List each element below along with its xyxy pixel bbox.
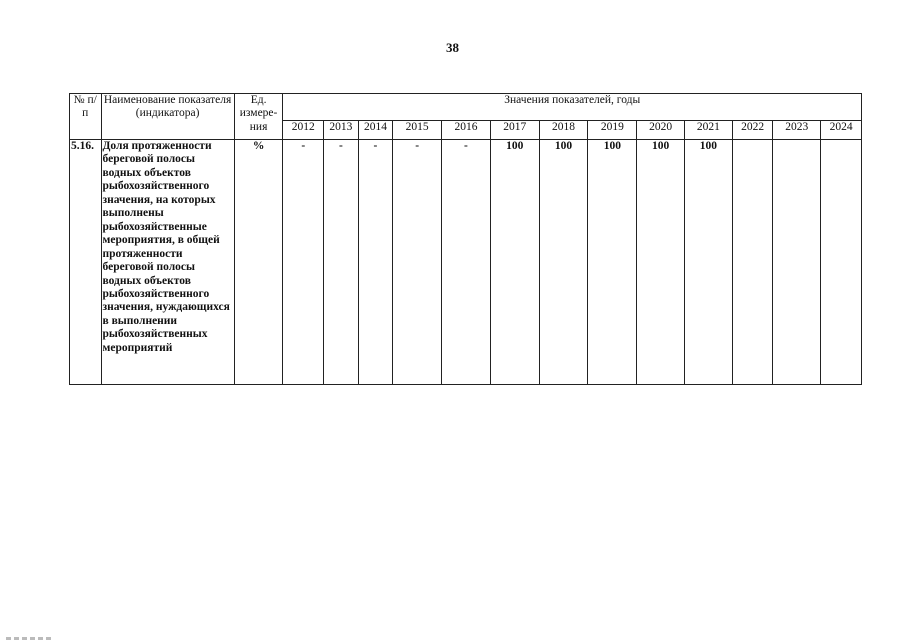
- value-cell: 100: [539, 140, 588, 385]
- value-cell: [732, 140, 773, 385]
- year-header: 2017: [490, 121, 539, 140]
- value-cell: -: [358, 140, 393, 385]
- year-header: 2021: [685, 121, 733, 140]
- year-header: 2012: [283, 121, 324, 140]
- column-header-values-group: Значения показателей, годы: [283, 94, 862, 121]
- value-cell: -: [324, 140, 359, 385]
- value-cell: [821, 140, 862, 385]
- row-number: 5.16.: [70, 140, 102, 385]
- value-cell: [773, 140, 821, 385]
- value-cell: 100: [490, 140, 539, 385]
- year-header: 2016: [442, 121, 491, 140]
- indicator-name: Доля протяженности береговой полосы водных объектов рыбохозяйственного значения, на которых выполнены рыбохозяйственные мероприятия, в общей протяженности береговой полосы водных объектов рыбохозяйственного значения, нуждающихся в выполнении рыбохозяйственных мероприятий: [101, 140, 234, 385]
- column-header-name: Наименование показателя (индикатора): [101, 94, 234, 140]
- value-cell: 100: [685, 140, 733, 385]
- value-cell: -: [393, 140, 442, 385]
- year-header: 2022: [732, 121, 773, 140]
- year-header: 2013: [324, 121, 359, 140]
- year-header: 2014: [358, 121, 393, 140]
- value-cell: -: [442, 140, 491, 385]
- value-cell: -: [283, 140, 324, 385]
- table-row: [70, 140, 862, 385]
- year-header: 2019: [588, 121, 637, 140]
- year-header: 2020: [637, 121, 685, 140]
- indicators-table: [69, 93, 862, 385]
- year-header: 2018: [539, 121, 588, 140]
- year-header: 2015: [393, 121, 442, 140]
- page-number: 38: [446, 40, 459, 55]
- year-header: 2024: [821, 121, 862, 140]
- value-cell: 100: [588, 140, 637, 385]
- value-cell: 100: [637, 140, 685, 385]
- column-header-num: № п/п: [70, 94, 102, 140]
- column-header-unit: Ед. измере-ния: [234, 94, 283, 140]
- unit-cell: %: [234, 140, 283, 385]
- year-header: 2023: [773, 121, 821, 140]
- header-row-top: [70, 94, 862, 121]
